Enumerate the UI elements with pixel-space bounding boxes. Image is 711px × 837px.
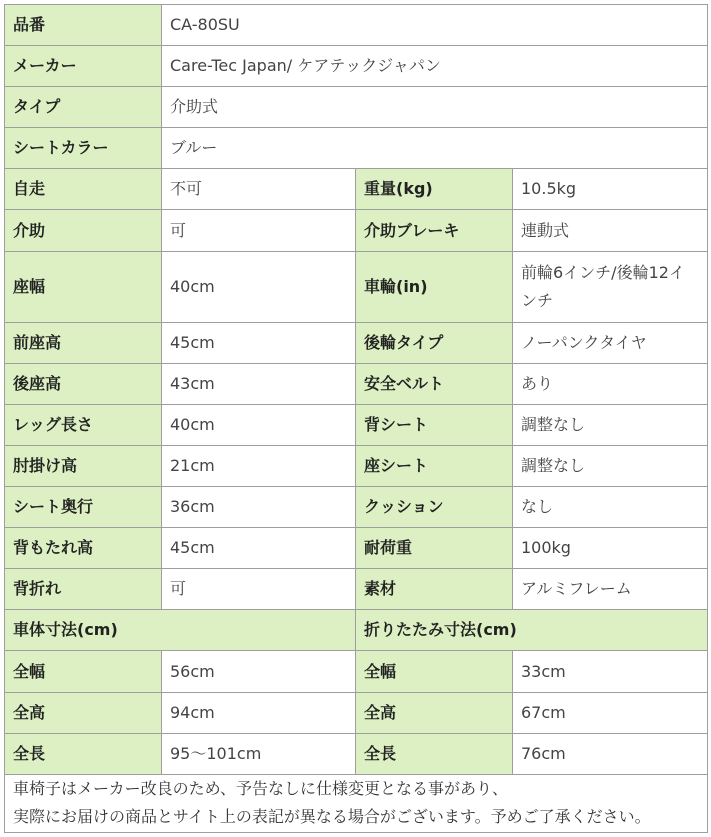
spec-label: 座幅 xyxy=(5,251,162,322)
spec-label: シート奥行 xyxy=(5,487,162,528)
spec-label: レッグ長さ xyxy=(5,404,162,445)
spec-row xyxy=(5,169,708,210)
spec-change-notice xyxy=(5,774,708,832)
wheelchair-spec-table xyxy=(4,4,708,833)
spec-value: 43cm xyxy=(162,363,356,404)
spec-value: 21cm xyxy=(162,446,356,487)
dimension-row xyxy=(5,651,708,692)
spec-value: 調整なし xyxy=(513,404,708,445)
dim-value: 56cm xyxy=(162,651,356,692)
spec-label: 介助ブレーキ xyxy=(356,210,513,251)
spec-label: 背シート xyxy=(356,404,513,445)
dim-value: 95〜101cm xyxy=(162,733,356,774)
label-product-number: 品番 xyxy=(5,5,162,46)
spec-label: 重量(kg) xyxy=(356,169,513,210)
spec-value: 不可 xyxy=(162,169,356,210)
dimension-row xyxy=(5,692,708,733)
label-type: タイプ xyxy=(5,87,162,128)
dim-label: 全長 xyxy=(5,733,162,774)
spec-value: ノーパンクタイヤ xyxy=(513,322,708,363)
spec-row-maker xyxy=(5,46,708,87)
value-seat-color: ブルー xyxy=(162,128,708,169)
dim-label: 全高 xyxy=(5,692,162,733)
notice-row xyxy=(5,774,708,832)
dim-value: 94cm xyxy=(162,692,356,733)
spec-value: 可 xyxy=(162,210,356,251)
spec-value: 100kg xyxy=(513,528,708,569)
spec-row xyxy=(5,569,708,610)
section-header-body-dimensions: 車体寸法(cm) xyxy=(5,610,356,651)
spec-row-product-number xyxy=(5,5,708,46)
spec-row xyxy=(5,251,708,322)
notice-line-1: 車椅子はメーカー改良のため、予告なしに仕様変更となる事があり、 xyxy=(13,779,509,799)
spec-label: 介助 xyxy=(5,210,162,251)
spec-value: 40cm xyxy=(162,251,356,322)
spec-value: あり xyxy=(513,363,708,404)
spec-value: アルミフレーム xyxy=(513,569,708,610)
spec-value: 45cm xyxy=(162,322,356,363)
spec-label: 前座高 xyxy=(5,322,162,363)
spec-label: 後輪タイプ xyxy=(356,322,513,363)
spec-row-type xyxy=(5,87,708,128)
dimension-row xyxy=(5,733,708,774)
notice-line-2: 実際にお届けの商品とサイト上の表記が異なる場合がございます。予めご了承ください。 xyxy=(13,807,651,827)
spec-label: 安全ベルト xyxy=(356,363,513,404)
spec-value: 調整なし xyxy=(513,446,708,487)
spec-value: 40cm xyxy=(162,404,356,445)
label-maker: メーカー xyxy=(5,46,162,87)
spec-value: 45cm xyxy=(162,528,356,569)
spec-label: 後座高 xyxy=(5,363,162,404)
value-maker: Care-Tec Japan/ ケアテックジャパン xyxy=(162,46,708,87)
spec-row xyxy=(5,487,708,528)
dim-label: 全長 xyxy=(356,733,513,774)
spec-row xyxy=(5,322,708,363)
dim-label: 全高 xyxy=(356,692,513,733)
spec-label: 素材 xyxy=(356,569,513,610)
spec-row xyxy=(5,528,708,569)
value-type: 介助式 xyxy=(162,87,708,128)
spec-value: 可 xyxy=(162,569,356,610)
spec-label: 車輪(in) xyxy=(356,251,513,322)
spec-row xyxy=(5,446,708,487)
spec-label: 自走 xyxy=(5,169,162,210)
spec-row xyxy=(5,210,708,251)
spec-value: 連動式 xyxy=(513,210,708,251)
spec-row xyxy=(5,363,708,404)
dimension-section-headers xyxy=(5,610,708,651)
value-product-number: CA-80SU xyxy=(162,5,708,46)
spec-value: 36cm xyxy=(162,487,356,528)
dim-label: 全幅 xyxy=(356,651,513,692)
spec-label: 座シート xyxy=(356,446,513,487)
dim-value: 76cm xyxy=(513,733,708,774)
spec-label: 背もたれ高 xyxy=(5,528,162,569)
spec-row-seat-color xyxy=(5,128,708,169)
spec-row xyxy=(5,404,708,445)
label-seat-color: シートカラー xyxy=(5,128,162,169)
spec-label: クッション xyxy=(356,487,513,528)
section-header-folded-dimensions: 折りたたみ寸法(cm) xyxy=(356,610,708,651)
dim-value: 33cm xyxy=(513,651,708,692)
spec-value: なし xyxy=(513,487,708,528)
spec-value: 前輪6インチ/後輪12インチ xyxy=(513,251,708,322)
dim-value: 67cm xyxy=(513,692,708,733)
spec-label: 耐荷重 xyxy=(356,528,513,569)
spec-label: 背折れ xyxy=(5,569,162,610)
spec-label: 肘掛け高 xyxy=(5,446,162,487)
spec-value: 10.5kg xyxy=(513,169,708,210)
dim-label: 全幅 xyxy=(5,651,162,692)
